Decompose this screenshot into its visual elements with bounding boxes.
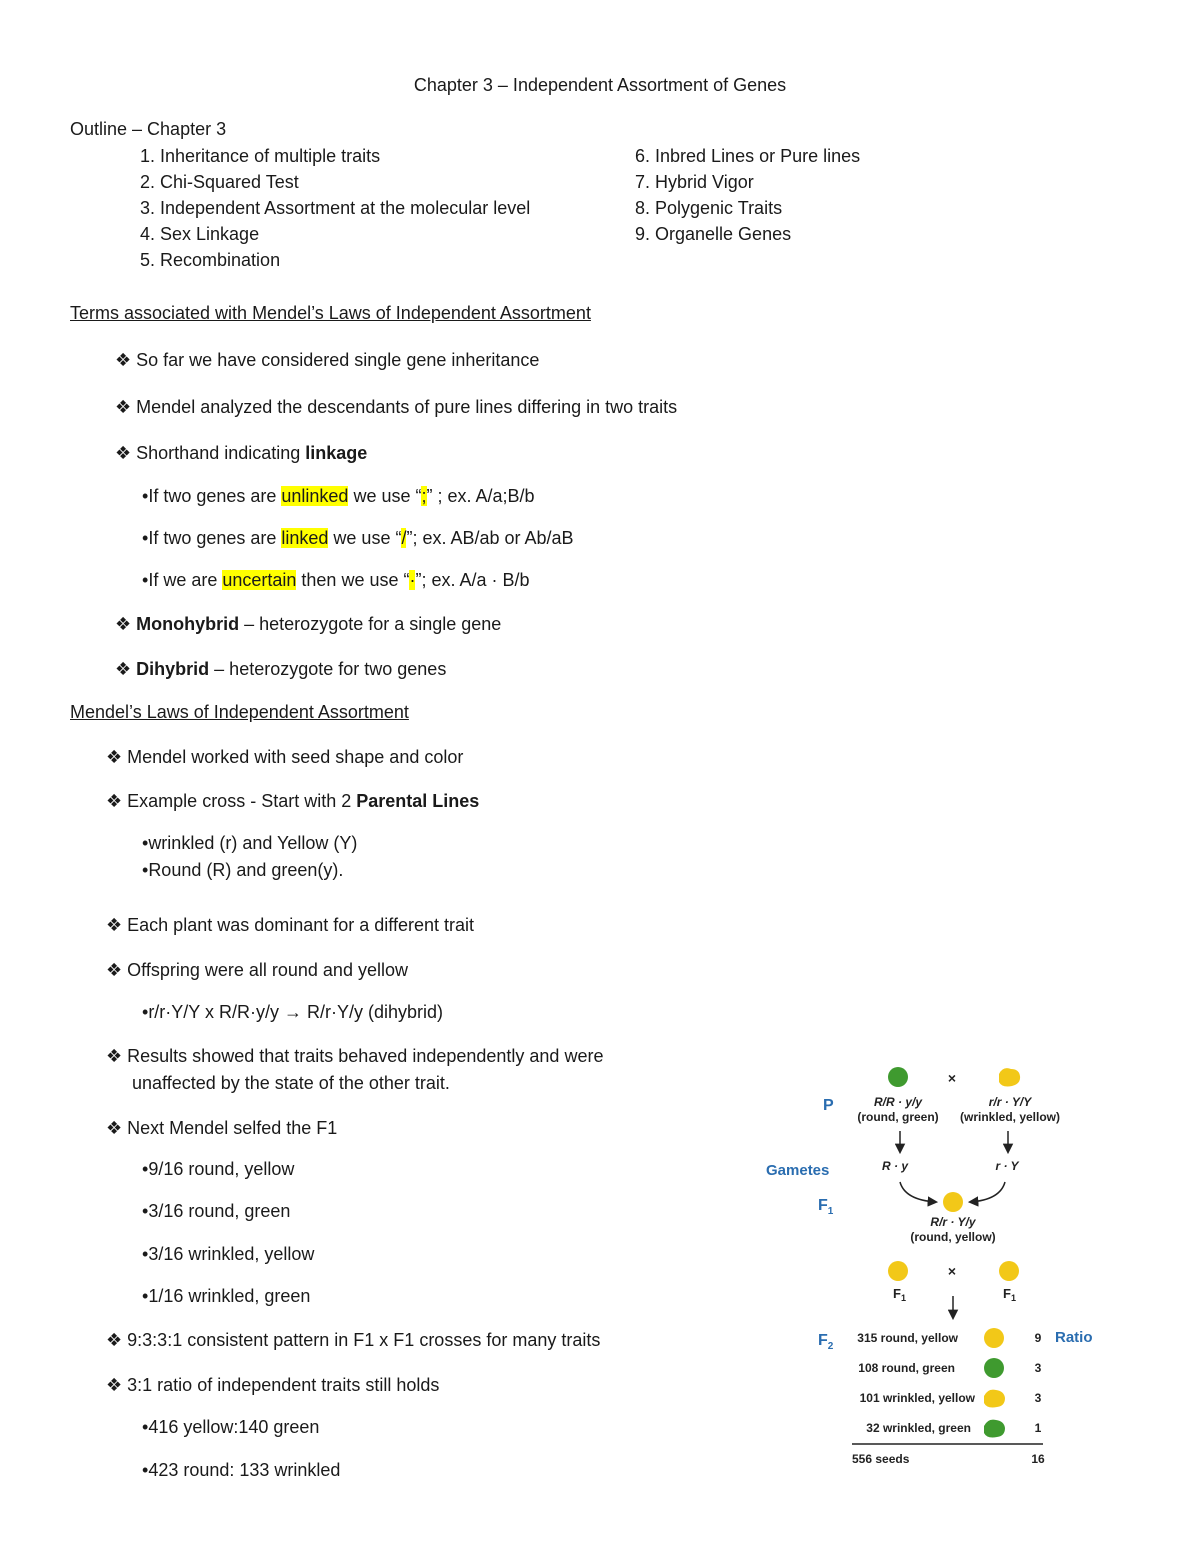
outline-item: 3. Independent Assortment at the molecular level [140, 198, 531, 218]
dot-bullet-icon: • [142, 1286, 149, 1306]
diamond-bullet-icon: ❖ [106, 1375, 123, 1395]
bullet-item: ❖ Mendel analyzed the descendants of pure lines differing in two traits [115, 397, 678, 417]
f1-parent-right: $F_1$ [1003, 1286, 1016, 1303]
gamete1: R · y [881, 1159, 909, 1173]
f1-phenotype: (round, yellow) [910, 1230, 996, 1244]
dot-bullet-icon: • [142, 1201, 149, 1221]
yellow-wrinkled-pea-icon [984, 1390, 1005, 1408]
bullet-item: ❖ Results showed that traits behaved independently and were [106, 1046, 604, 1066]
f2-row-ratio: 1 [1034, 1421, 1042, 1435]
outline-heading: Outline – Chapter 3 [70, 119, 227, 139]
parent1-phenotype: (round, green) [857, 1110, 939, 1124]
dot-bullet-icon: • [142, 860, 149, 880]
dot-bullet-icon: • [142, 1002, 149, 1022]
diamond-bullet-icon: ❖ [106, 1330, 123, 1350]
bullet-item: ❖ Mendel worked with seed shape and color [106, 747, 464, 767]
p-label: P [823, 1097, 834, 1114]
parent2-genotype: r/r · Y/Y [988, 1095, 1032, 1109]
outline-item: 1. Inheritance of multiple traits [140, 146, 381, 166]
outline-item: 2. Chi-Squared Test [140, 172, 299, 192]
diamond-bullet-icon: ❖ [106, 1046, 123, 1066]
diamond-bullet-icon: ❖ [115, 614, 132, 634]
ratio-label: Ratio [1055, 1329, 1093, 1346]
dot-bullet-icon: • [142, 570, 149, 590]
bullet-item: ❖ Monohybrid – heterozygote for a single gene [115, 614, 502, 634]
parent2-phenotype: (wrinkled, yellow) [959, 1110, 1061, 1124]
diamond-bullet-icon: ❖ [115, 443, 132, 463]
bullet-item: ❖ Each plant was dominant for a different trait [106, 915, 475, 935]
f1-genotype: R/r · Y/y [930, 1215, 976, 1229]
sub-bullet-item: •9/16 round, yellow [142, 1159, 295, 1179]
highlight: unlinked [281, 486, 349, 506]
bullet-item: ❖ Dihybrid – heterozygote for two genes [115, 659, 447, 679]
bullet-item: ❖ 9:3:3:1 consistent pattern in F1 x F1 crosses for many traits [106, 1330, 601, 1350]
yellow-wrinkled-pea-icon [999, 1068, 1020, 1086]
dot-bullet-icon: • [142, 1159, 149, 1179]
dot-bullet-icon: • [142, 1244, 149, 1264]
total-label: 556 seeds [852, 1452, 910, 1466]
sub-bullet-item: •If two genes are linked we use “/”; ex. AB/ab or Ab/aB [142, 528, 574, 548]
yellow-round-pea-icon [984, 1328, 1004, 1348]
dot-bullet-icon: • [142, 833, 149, 853]
outline-item: 5. Recombination [140, 250, 281, 270]
outline-item: 7. Hybrid Vigor [635, 172, 754, 192]
page-title: Chapter 3 – Independent Assortment of Genes [413, 75, 787, 95]
diamond-bullet-icon: ❖ [106, 915, 123, 935]
outline-item: 4. Sex Linkage [140, 224, 260, 244]
diamond-bullet-icon: ❖ [106, 747, 123, 767]
f2-row-ratio: 3 [1034, 1391, 1042, 1405]
dot-bullet-icon: • [142, 1460, 149, 1480]
sub-bullet-item: •If we are uncertain then we use “·”; ex. A/a · B/b [142, 570, 530, 590]
green-round-pea-icon [888, 1067, 908, 1087]
diamond-bullet-icon: ❖ [106, 960, 123, 980]
sub-bullet-item: •416 yellow:140 green [142, 1417, 320, 1437]
diamond-bullet-icon: ❖ [115, 659, 132, 679]
sub-bullet-item: •423 round: 133 wrinkled [142, 1460, 341, 1480]
dot-bullet-icon: • [142, 1417, 149, 1437]
sub-bullet-item: •r/r·Y/Y x R/R·y/y → R/r·Y/y (dihybrid) [142, 1002, 444, 1022]
sub-bullet-item: •If two genes are unlinked we use “;” ; ex. A/a;B/b [142, 486, 535, 506]
dot-bullet-icon: • [142, 528, 149, 548]
f2-row-label: 101 wrinkled, yellow [859, 1391, 975, 1405]
f1-parent-left: $F_1$ [893, 1286, 906, 1303]
cross-symbol: × [947, 1070, 957, 1086]
terms-heading: Terms associated with Mendel’s Laws of Independent Assortment [70, 303, 591, 323]
f2-row-ratio: 3 [1034, 1361, 1042, 1375]
outline-item: 9. Organelle Genes [635, 224, 792, 244]
yellow-round-pea-icon [943, 1192, 963, 1212]
outline-item: 8. Polygenic Traits [635, 198, 783, 218]
gametes-label: Gametes [766, 1162, 830, 1179]
highlight: uncertain [222, 570, 297, 590]
bullet-item: ❖ Example cross - Start with 2 Parental Lines [106, 791, 480, 811]
laws-heading: Mendel’s Laws of Independent Assortment [70, 702, 409, 722]
f2-row-label: 32 wrinkled, green [866, 1421, 971, 1435]
yellow-round-pea-icon [888, 1261, 908, 1281]
bullet-item-continuation: unaffected by the state of the other trait. [132, 1073, 450, 1093]
f2-label: $F_2$ [818, 1332, 834, 1352]
sub-bullet-item: •1/16 wrinkled, green [142, 1286, 311, 1306]
sub-bullet-item: •3/16 wrinkled, yellow [142, 1244, 315, 1264]
gamete2: r · Y [995, 1159, 1019, 1173]
f2-row-ratio: 9 [1034, 1331, 1042, 1345]
bullet-item: ❖ Next Mendel selfed the F1 [106, 1118, 338, 1138]
highlight: linked [281, 528, 329, 548]
curved-arrow-icon [900, 1182, 936, 1202]
diamond-bullet-icon: ❖ [106, 1118, 123, 1138]
green-round-pea-icon [984, 1358, 1004, 1378]
yellow-round-pea-icon [999, 1261, 1019, 1281]
sub-bullet-item: •3/16 round, green [142, 1201, 291, 1221]
sub-bullet-item: •Round (R) and green(y). [142, 860, 344, 880]
total-ratio: 16 [1031, 1452, 1045, 1466]
green-wrinkled-pea-icon [984, 1420, 1005, 1438]
parent1-genotype: R/R · y/y [873, 1095, 923, 1109]
diamond-bullet-icon: ❖ [115, 397, 132, 417]
f1-label: $F_1$ [818, 1197, 834, 1217]
outline-item: 6. Inbred Lines or Pure lines [635, 146, 861, 166]
bullet-item: ❖ Offspring were all round and yellow [106, 960, 408, 980]
sub-bullet-item: •wrinkled (r) and Yellow (Y) [142, 833, 358, 853]
bullet-item: ❖ 3:1 ratio of independent traits still holds [106, 1375, 440, 1395]
curved-arrow-icon [970, 1182, 1005, 1202]
f2-row-label: 315 round, yellow [857, 1331, 958, 1345]
cross-symbol: × [947, 1263, 957, 1279]
dot-bullet-icon: • [142, 486, 149, 506]
bullet-item: ❖ Shorthand indicating linkage [115, 443, 368, 463]
bullet-item: ❖ So far we have considered single gene inheritance [115, 350, 540, 370]
diamond-bullet-icon: ❖ [115, 350, 132, 370]
f2-row-label: 108 round, green [858, 1361, 955, 1375]
diamond-bullet-icon: ❖ [106, 791, 123, 811]
